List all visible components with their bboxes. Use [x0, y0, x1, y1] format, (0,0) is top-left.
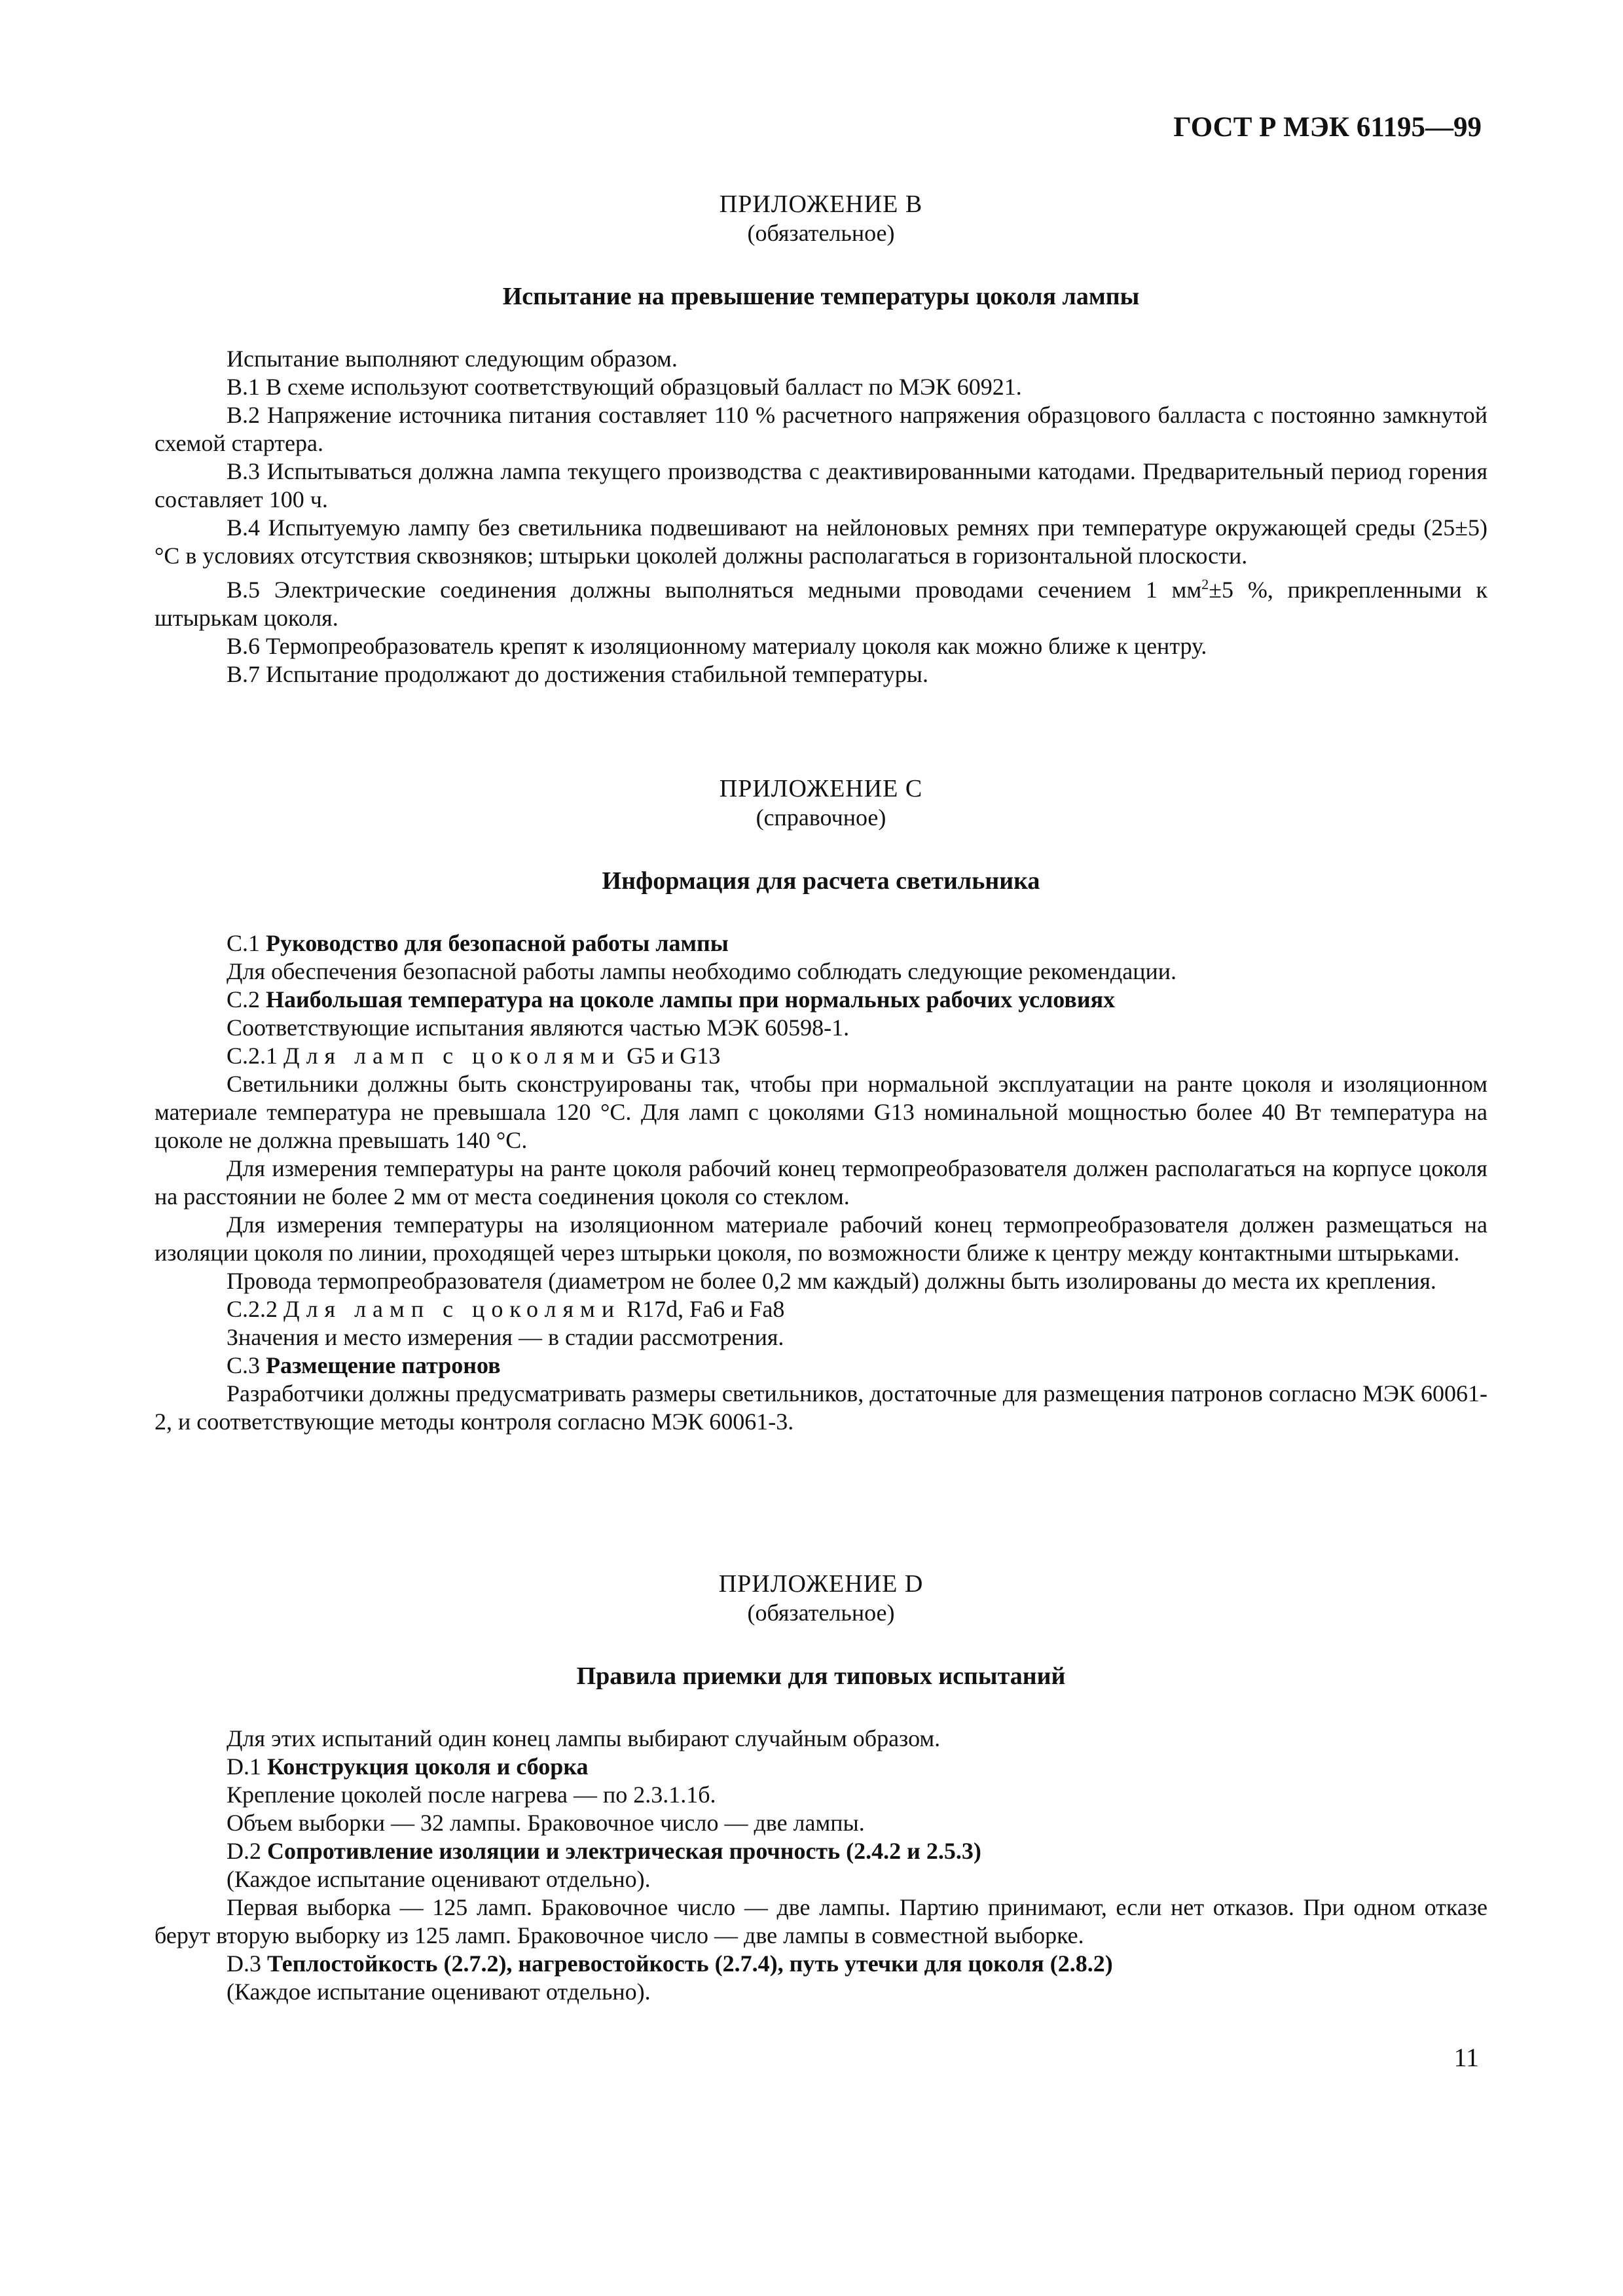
clause-c22-text: Значения и место измерения — в стадии рассмотрения.	[227, 1324, 784, 1350]
clause-b1: В.1 В схеме используют соответствующий образцовый балласт по МЭК 60921.	[227, 374, 1022, 400]
clause-b3: В.3 Испытываться должна лампа текущего производства с деактивированными катодами. Предварительный период горения составляет 100 ч.	[155, 458, 1487, 512]
annex-d	[155, 1570, 1487, 2006]
annex-b-status: (обязательное)	[747, 220, 895, 246]
clause-d3-text-1: (Каждое испытание оценивают отдельно).	[227, 1979, 651, 2005]
clause-c22-heading: С.2.2 Для ламп с цоколями R17d, Fa6 и Fa8	[227, 1296, 785, 1322]
annex-b-title: Испытание на превышение температуры цоколя лампы	[502, 283, 1140, 310]
annex-c-name: ПРИЛОЖЕНИЕ С	[719, 775, 923, 802]
annex-d-title: Правила приемки для типовых испытаний	[576, 1662, 1066, 1690]
standard-designation: ГОСТ Р МЭК 61195—99	[1173, 112, 1482, 143]
clause-b2: В.2 Напряжение источника питания составляет 110 % расчетного напряжения образцового балласта с постоянно замкнутой схемой стартера.	[155, 402, 1487, 456]
annex-c-title: Информация для расчета светильника	[602, 867, 1040, 895]
clause-c2-heading: С.2 Наибольшая температура на цоколе лампы при нормальных рабочих условиях	[227, 986, 1116, 1013]
clause-c1-text: Для обеспечения безопасной работы лампы необходимо соблюдать следующие рекомендации.	[227, 958, 1177, 984]
clause-c3-text: Разработчики должны предусматривать размеры светильников, достаточные для размещения патронов согласно МЭК 60061-2, и соответствующие методы контроля согласно МЭК 60061-3.	[155, 1380, 1487, 1435]
annex-c-status: (справочное)	[756, 804, 886, 831]
page-number: 11	[1453, 2043, 1479, 2072]
clause-c21-para-4: Провода термопреобразователя (диаметром не более 0,2 мм каждый) должны быть изолированы до места их крепления.	[227, 1268, 1436, 1294]
clause-c21-heading: С.2.1 Для ламп с цоколями G5 и G13	[227, 1043, 721, 1069]
clause-d2-text-1: (Каждое испытание оценивают отдельно).	[227, 1866, 651, 1892]
clause-d3-heading: D.3 Теплостойкость (2.7.2), нагревостойкость (2.7.4), путь утечки для цоколя (2.8.2)	[227, 1950, 1113, 1977]
clause-c21-para-3: Для измерения температуры на изоляционном материале рабочий конец термопреобразователя должен размещаться на изоляции цоколя по линии, проходящей через штырьки цоколя, по возможности ближе к центру между контактными штырьками.	[155, 1211, 1487, 1266]
annex-c	[155, 774, 1487, 1436]
clause-c21-para-1: Светильники должны быть сконструированы так, чтобы при нормальной эксплуатации на ранте цоколя и изоляционном материале температура не превышала 120 °С. Для ламп с цоколями G13 номинальной мощностью более 40 Вт температура на цоколе не должна превышать 140 °С.	[155, 1071, 1487, 1153]
annex-d-status: (обязательное)	[747, 1600, 895, 1626]
clause-d1-text-1: Крепление цоколей после нагрева — по 2.3.1.1б.	[227, 1782, 716, 1808]
clause-b5: В.5 Электрические соединения должны выполняться медными проводами сечением 1 $мм^2\pm 5$ %, прикрепленными к штырькам цоколя.	[155, 576, 1487, 631]
clause-b7: В.7 Испытание продолжают до достижения стабильной температуры.	[227, 661, 928, 687]
clause-b6: В.6 Термопреобразователь крепят к изоляционному материалу цоколя как можно ближе к центру.	[227, 633, 1207, 659]
annex-b	[155, 190, 1487, 689]
annex-b-intro: Испытание выполняют следующим образом.	[227, 346, 678, 372]
clause-d2-text-2: Первая выборка — 125 ламп. Браковочное число — две лампы. Партию принимают, если нет отказов. При одном отказе берут вторую выборку из 125 ламп. Браковочное число — две лампы в совместной выборке.	[155, 1894, 1487, 1948]
annex-b-name: ПРИЛОЖЕНИЕ В	[719, 190, 923, 218]
clause-c2-text: Соответствующие испытания являются частью МЭК 60598-1.	[227, 1014, 850, 1041]
clause-c3-heading: С.3 Размещение патронов	[227, 1352, 501, 1378]
clause-c21-para-2: Для измерения температуры на ранте цоколя рабочий конец термопреобразователя должен располагаться на корпусе цоколя на расстоянии не более 2 мм от места соединения цоколя со стеклом.	[155, 1155, 1487, 1210]
annex-d-name: ПРИЛОЖЕНИЕ D	[718, 1570, 924, 1598]
clause-d2-heading: D.2 Сопротивление изоляции и электрическая прочность (2.4.2 и 2.5.3)	[227, 1838, 981, 1864]
clause-d1-heading: D.1 Конструкция цоколя и сборка	[227, 1753, 589, 1780]
clause-d1-text-2: Объем выборки — 32 лампы. Браковочное число — две лампы.	[227, 1810, 865, 1836]
clause-c1-heading: С.1 Руководство для безопасной работы лампы	[227, 930, 729, 956]
clause-b4: В.4 Испытуемую лампу без светильника подвешивают на нейлоновых ремнях при температуре окружающей среды (25±5) °С в условиях отсутствия сквозняков; штырьки цоколей должны располагаться в горизонтальной плоскости.	[155, 514, 1487, 569]
annex-d-intro: Для этих испытаний один конец лампы выбирают случайным образом.	[227, 1725, 941, 1751]
